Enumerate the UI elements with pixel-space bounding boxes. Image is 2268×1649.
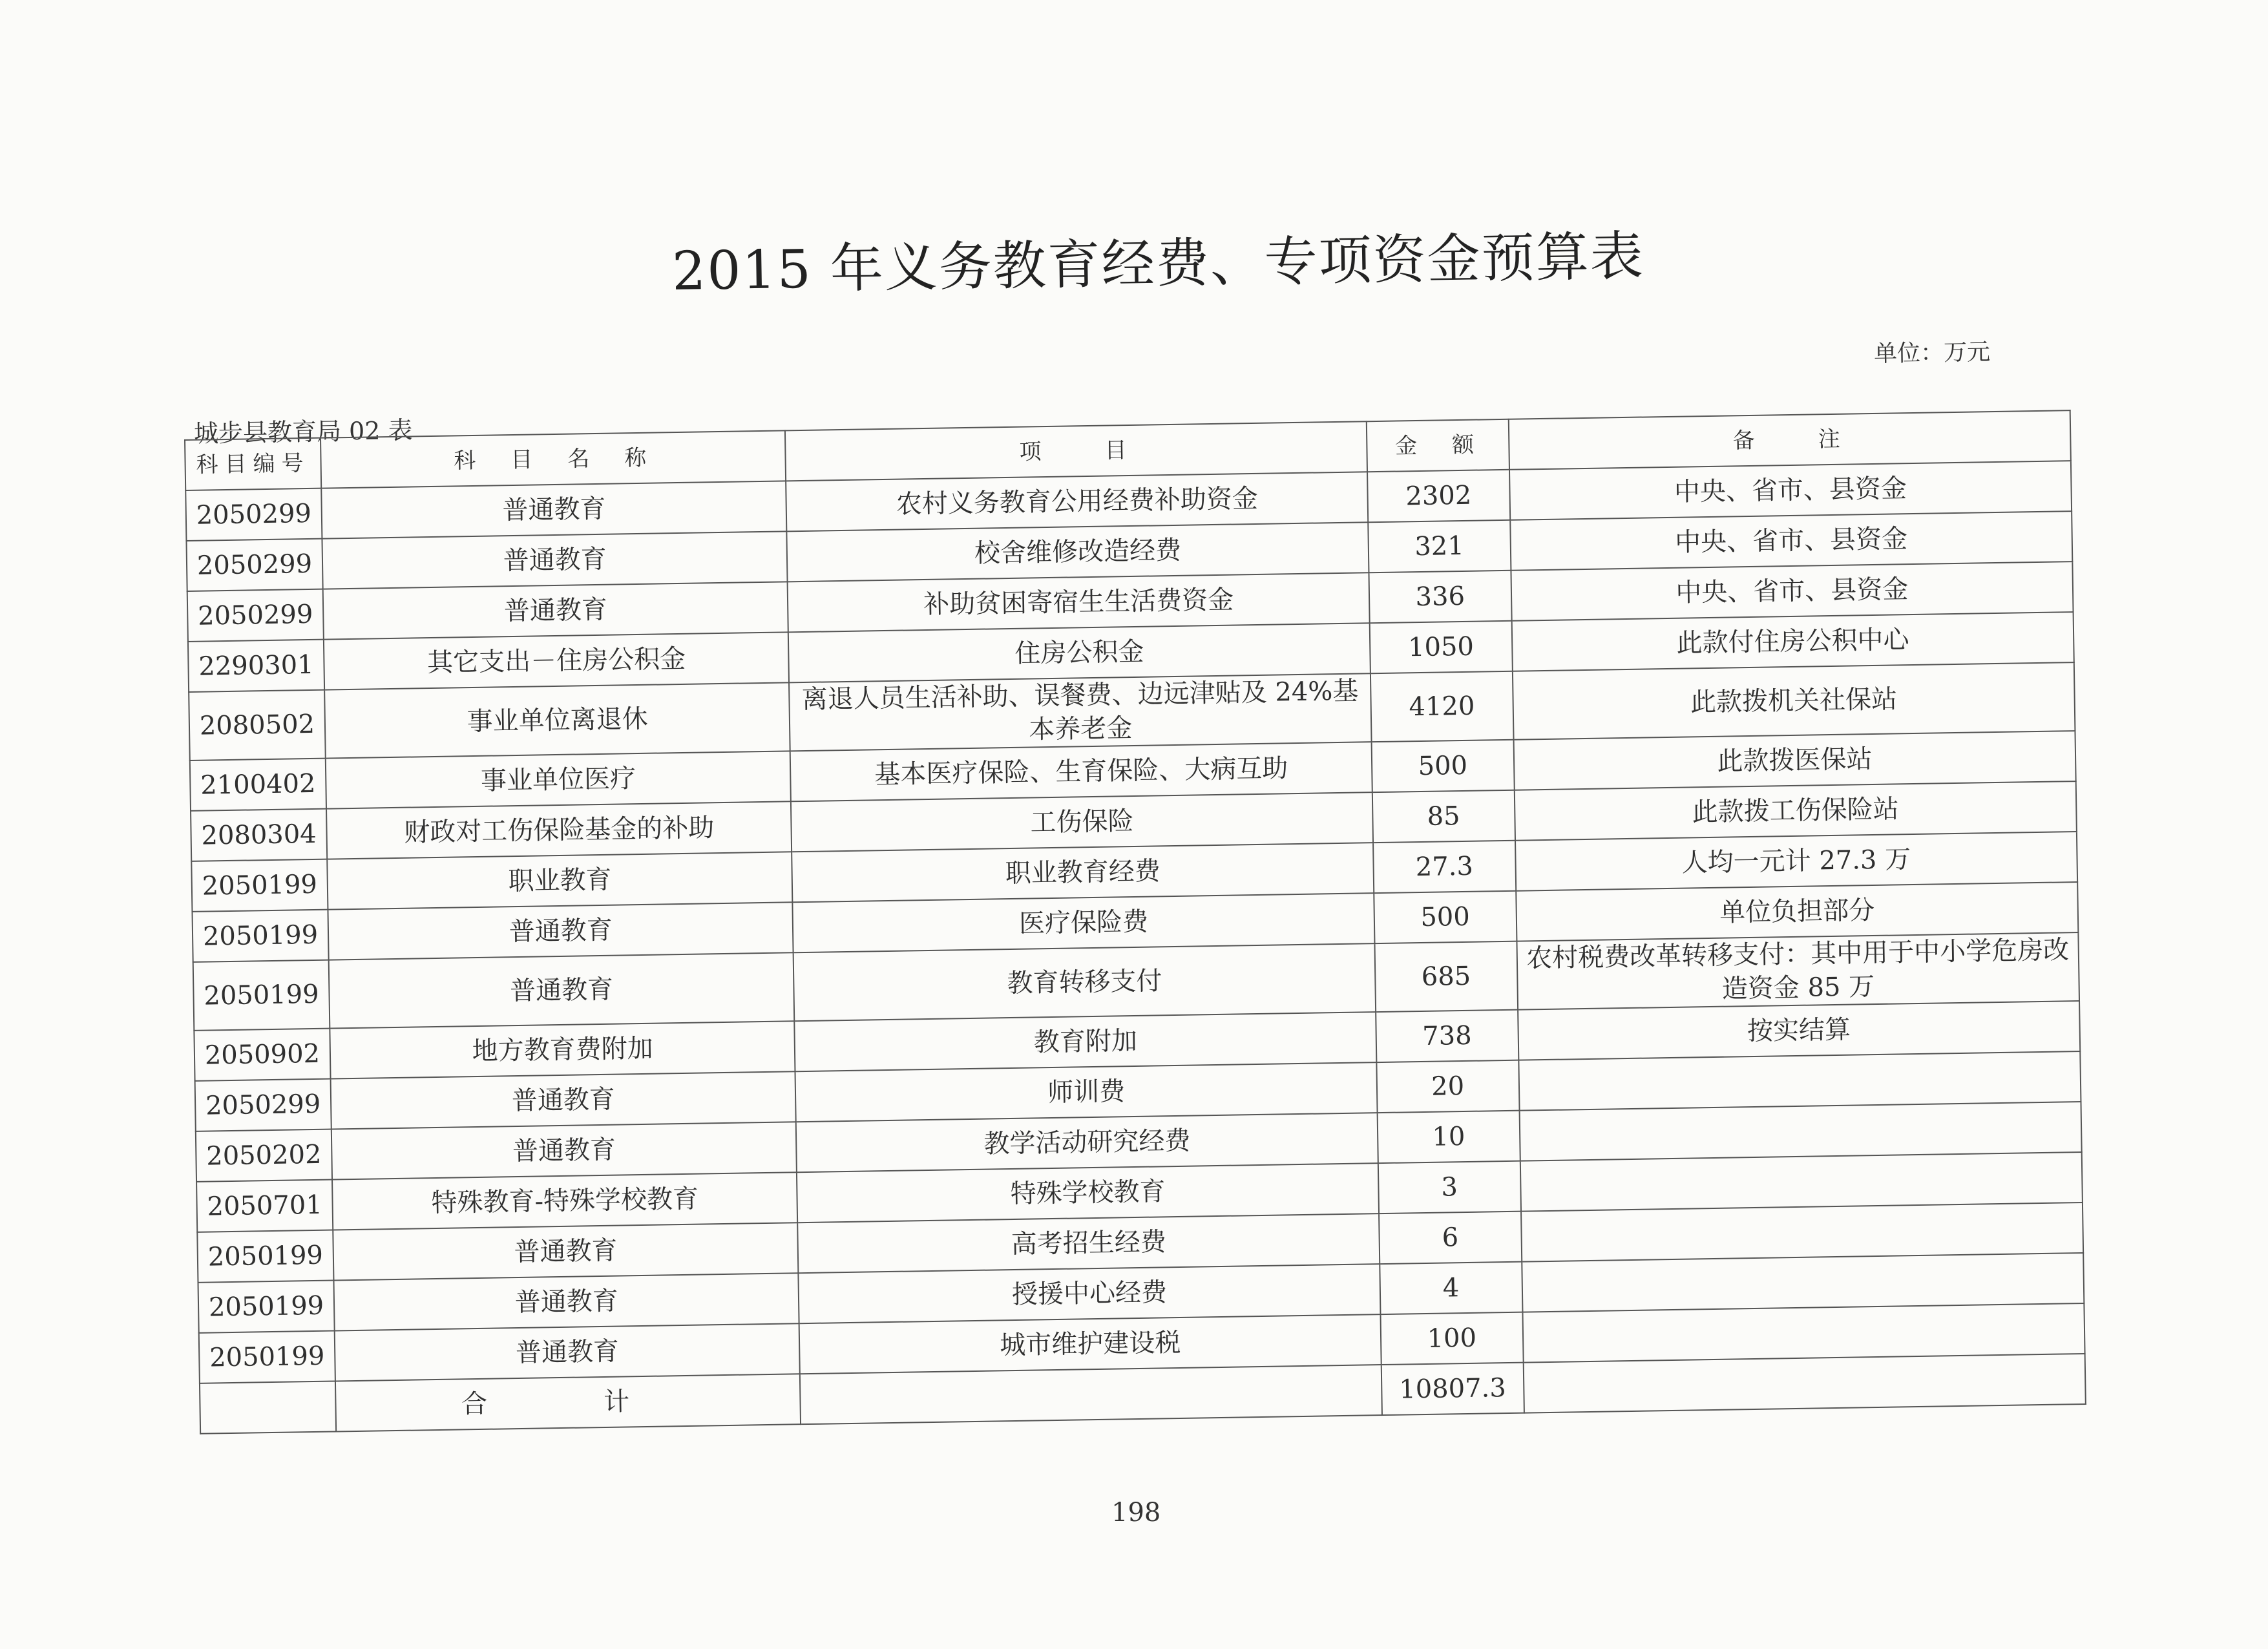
- cell-amount: 100: [1380, 1312, 1523, 1365]
- cell-note: 此款付住房公积中心: [1511, 612, 2074, 671]
- cell-code: 2050199: [192, 910, 328, 962]
- budget-table-wrap: [184, 410, 2086, 1434]
- cell-code: 2050199: [198, 1281, 334, 1333]
- cell-note: 农村税费改革转移支付：其中用于中小学危房改造资金 85 万: [1517, 932, 2079, 1010]
- cell-subject: 普通教育: [333, 1223, 799, 1280]
- cell-amount: 4: [1380, 1262, 1522, 1314]
- document-title: 2015 年义务教育经费、专项资金预算表: [671, 226, 1645, 302]
- cell-amount: 6: [1379, 1212, 1522, 1264]
- cell-subject: 事业单位医疗: [326, 751, 792, 808]
- table-label: 城步县教育局 02 表: [193, 415, 413, 448]
- cell-code: 2050199: [191, 859, 328, 912]
- cell-code: 2050199: [199, 1331, 335, 1383]
- cell-note: [1518, 1051, 2081, 1111]
- unit-label: 单位：万元: [1873, 339, 1991, 368]
- cell-code: 2080502: [189, 690, 326, 761]
- total-note-empty: [1523, 1354, 2085, 1413]
- cell-note: 人均一元计 27.3 万: [1515, 832, 2077, 891]
- cell-amount: 85: [1372, 790, 1515, 843]
- cell-code: 2050299: [187, 589, 324, 642]
- cell-subject: 地方教育费附加: [330, 1021, 795, 1078]
- cell-item: 授援中心经费: [799, 1264, 1380, 1323]
- cell-code: 2290301: [188, 640, 324, 692]
- cell-note: [1520, 1152, 2082, 1212]
- cell-item: 高考招生经费: [798, 1213, 1380, 1273]
- cell-note: 中央、省市、县资金: [1510, 511, 2072, 571]
- budget-table-body: [185, 410, 2086, 1434]
- cell-amount: 738: [1376, 1010, 1518, 1062]
- total-item-empty: [800, 1365, 1381, 1424]
- cell-item: 补助贫困寄宿生生活费资金: [788, 572, 1369, 632]
- cell-subject: 普通教育: [333, 1273, 799, 1330]
- cell-subject: 普通教育: [322, 531, 788, 589]
- cell-note: 中央、省市、县资金: [1509, 461, 2072, 520]
- cell-item: 教育转移支付: [793, 943, 1376, 1021]
- cell-note: 此款拨医保站: [1513, 731, 2075, 790]
- cell-subject: 事业单位离退休: [324, 682, 790, 758]
- cell-subject: 普通教育: [335, 1323, 801, 1381]
- cell-subject: 其它支出－住房公积金: [324, 632, 790, 689]
- cell-item: 农村义务教育公用经费补助资金: [786, 472, 1368, 531]
- header-note: 备 注: [1508, 410, 2070, 470]
- cell-subject: 普通教育: [323, 582, 789, 639]
- cell-note: 单位负担部分: [1516, 882, 2078, 941]
- cell-subject: 普通教育: [331, 1071, 797, 1129]
- header-code: 科目编号: [185, 438, 321, 490]
- cell-amount: 321: [1368, 520, 1511, 572]
- cell-code: 2050199: [197, 1230, 333, 1283]
- cell-amount: 20: [1376, 1060, 1519, 1113]
- cell-amount: 10: [1377, 1111, 1520, 1163]
- cell-code: 2050701: [196, 1180, 333, 1232]
- cell-note: 此款拨机关社保站: [1513, 662, 2075, 740]
- cell-note: [1522, 1303, 2084, 1363]
- cell-amount: 500: [1374, 891, 1517, 943]
- cell-item: 特殊学校教育: [797, 1163, 1378, 1223]
- cell-amount: 3: [1378, 1161, 1521, 1213]
- cell-amount: 685: [1374, 941, 1518, 1012]
- cell-note: [1521, 1203, 2083, 1262]
- cell-item: 校舍维修改造经费: [787, 522, 1369, 582]
- cell-item: 教学活动研究经费: [796, 1113, 1378, 1172]
- cell-subject: 普通教育: [328, 902, 793, 960]
- cell-note: [1519, 1102, 2081, 1161]
- total-label: 合 计: [335, 1374, 801, 1431]
- cell-code: 2050202: [196, 1129, 332, 1182]
- cell-note: 此款拨工伤保险站: [1514, 781, 2076, 841]
- cell-subject: 普通教育: [321, 481, 787, 538]
- total-code-empty: [200, 1381, 336, 1434]
- cell-item: 城市维护建设税: [799, 1314, 1381, 1374]
- cell-item: 师训费: [795, 1062, 1377, 1122]
- cell-item: 职业教育经费: [792, 843, 1374, 902]
- cell-note: [1522, 1253, 2084, 1312]
- header-subject: 科 目 名 称: [320, 430, 786, 488]
- cell-amount: 2302: [1367, 470, 1510, 522]
- cell-amount: 1050: [1369, 621, 1512, 673]
- cell-code: 2080304: [191, 809, 327, 861]
- cell-code: 2050299: [185, 488, 322, 541]
- cell-amount: 336: [1369, 571, 1511, 623]
- cell-amount: 500: [1371, 740, 1514, 792]
- header-item: 项 目: [785, 421, 1367, 481]
- cell-amount: 4120: [1370, 671, 1514, 742]
- cell-item: 住房公积金: [788, 623, 1370, 682]
- cell-subject: 普通教育: [329, 952, 795, 1028]
- budget-table: [184, 410, 2086, 1434]
- cell-subject: 职业教育: [327, 852, 793, 909]
- total-amount: 10807.3: [1381, 1363, 1524, 1415]
- cell-item: 医疗保险费: [793, 893, 1374, 952]
- cell-subject: 财政对工伤保险基金的补助: [326, 801, 792, 859]
- cell-code: 2100402: [190, 759, 326, 811]
- cell-code: 2050299: [195, 1079, 331, 1131]
- cell-note: 中央、省市、县资金: [1511, 562, 2073, 621]
- cell-item: 工伤保险: [791, 792, 1372, 852]
- cell-note: 按实结算: [1518, 1001, 2080, 1060]
- cell-subject: 特殊教育-特殊学校教育: [332, 1172, 798, 1230]
- cell-code: 2050199: [193, 960, 330, 1031]
- cell-item: 离退人员生活补助、误餐费、边远津贴及 24%基本养老金: [790, 673, 1372, 751]
- header-amount: 金 额: [1367, 419, 1509, 472]
- cell-code: 2050902: [194, 1029, 330, 1081]
- cell-item: 教育附加: [795, 1012, 1376, 1071]
- cell-amount: 27.3: [1373, 841, 1516, 893]
- cell-code: 2050299: [186, 539, 322, 591]
- cell-subject: 普通教育: [331, 1122, 797, 1179]
- page-number: 198: [1111, 1498, 1161, 1528]
- cell-item: 基本医疗保险、生育保险、大病互助: [790, 742, 1372, 801]
